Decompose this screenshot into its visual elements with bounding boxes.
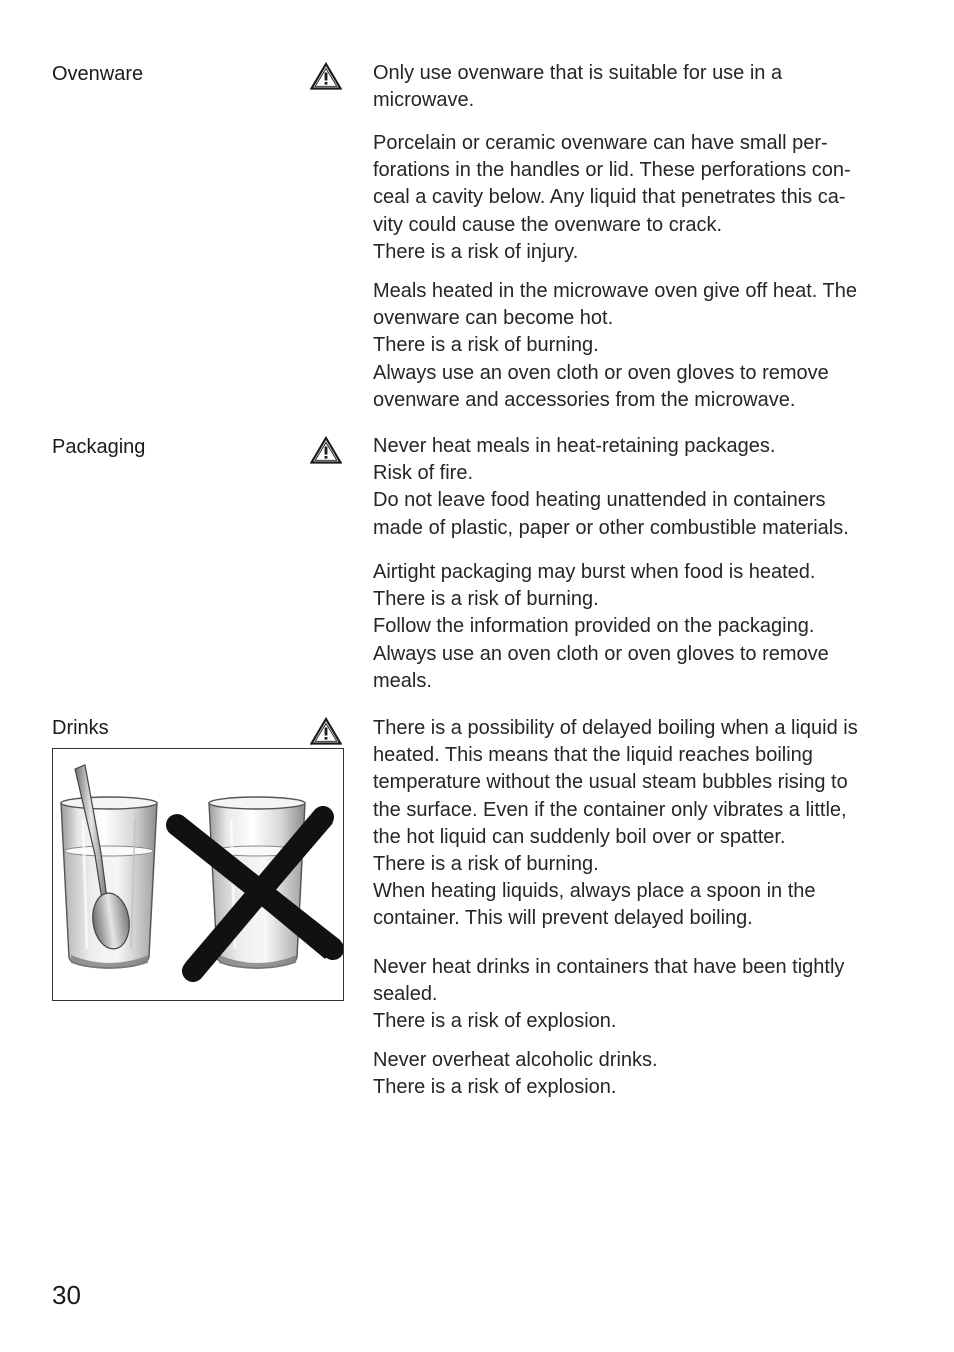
text-line: ovenware and accessories from the microwave.: [373, 388, 796, 411]
text-line: Always use an oven cloth or oven gloves to remove: [373, 642, 829, 665]
text-line: There is a risk of explosion.: [373, 1010, 617, 1033]
packaging-paragraph-1: [373, 433, 913, 542]
text-line: Always use an oven cloth or oven gloves to remove: [373, 361, 829, 384]
text-line: When heating liquids, always place a spoon in the: [373, 880, 816, 903]
text-line: container. This will prevent delayed boiling.: [373, 907, 753, 930]
text-line: Airtight packaging may burst when food is heated.: [373, 561, 816, 583]
text-line: There is a risk of burning.: [373, 334, 599, 357]
section-title-packaging: Packaging: [52, 436, 146, 458]
text-line: There is a risk of injury.: [373, 240, 579, 263]
drinks-paragraph-1: [373, 715, 913, 933]
text-line: vity could cause the ovenware to crack.: [373, 213, 723, 236]
text-line: ceal a cavity below. Any liquid that penetrates this ca-: [373, 186, 846, 209]
text-line: There is a risk of burning.: [373, 588, 599, 611]
text-line: the hot liquid can suddenly boil over or spatter.: [373, 825, 786, 848]
text-line: heated. This means that the liquid reaches boiling: [373, 744, 813, 767]
text-line: Never heat meals in heat-retaining packages.: [373, 435, 776, 457]
ovenware-paragraph-1: [373, 60, 913, 114]
section-title-ovenware: Ovenware: [52, 63, 144, 85]
text-line: There is a risk of explosion.: [373, 1076, 617, 1099]
warning-triangle-icon: [310, 62, 342, 90]
text-line: Porcelain or ceramic ovenware can have small per-: [373, 132, 828, 154]
text-line: Only use ovenware that is suitable for use in a: [373, 62, 783, 84]
text-line: temperature without the usual steam bubbles rising to: [373, 771, 848, 794]
ovenware-paragraph-2: [373, 130, 913, 266]
drinks-paragraph-3: [373, 1047, 913, 1101]
glass-with-spoon: [61, 765, 157, 969]
page-number: 30: [52, 1280, 81, 1310]
text-line: meals.: [373, 669, 432, 692]
text-line: Never overheat alcoholic drinks.: [373, 1049, 658, 1071]
text-line: Meals heated in the microwave oven give off heat. The: [373, 280, 857, 302]
section-title-drinks: Drinks: [52, 717, 109, 739]
text-line: microwave.: [373, 89, 475, 112]
drinks-illustration: [52, 748, 344, 1001]
warning-triangle-icon: [310, 436, 342, 464]
text-line: Do not leave food heating unattended in containers: [373, 489, 826, 512]
text-line: Never heat drinks in containers that have been tightly: [373, 956, 845, 978]
ovenware-paragraph-3: [373, 278, 913, 414]
text-line: ovenware can become hot.: [373, 307, 614, 330]
ovenware-text: [373, 60, 913, 114]
text-line: There is a possibility of delayed boiling when a liquid is: [373, 717, 858, 739]
warning-triangle-icon: [310, 717, 342, 745]
text-line: the surface. Even if the container only vibrates a little,: [373, 798, 847, 821]
glasses-illustration: [53, 749, 343, 1000]
drinks-paragraph-2: [373, 954, 913, 1036]
text-line: sealed.: [373, 983, 438, 1006]
text-line: forations in the handles or lid. These perforations con-: [373, 159, 851, 182]
packaging-paragraph-2: [373, 559, 913, 695]
text-line: Follow the information provided on the packaging.: [373, 615, 815, 638]
text-line: Risk of fire.: [373, 462, 474, 485]
text-line: There is a risk of burning.: [373, 853, 599, 876]
text-line: made of plastic, paper or other combustible materials.: [373, 516, 849, 539]
